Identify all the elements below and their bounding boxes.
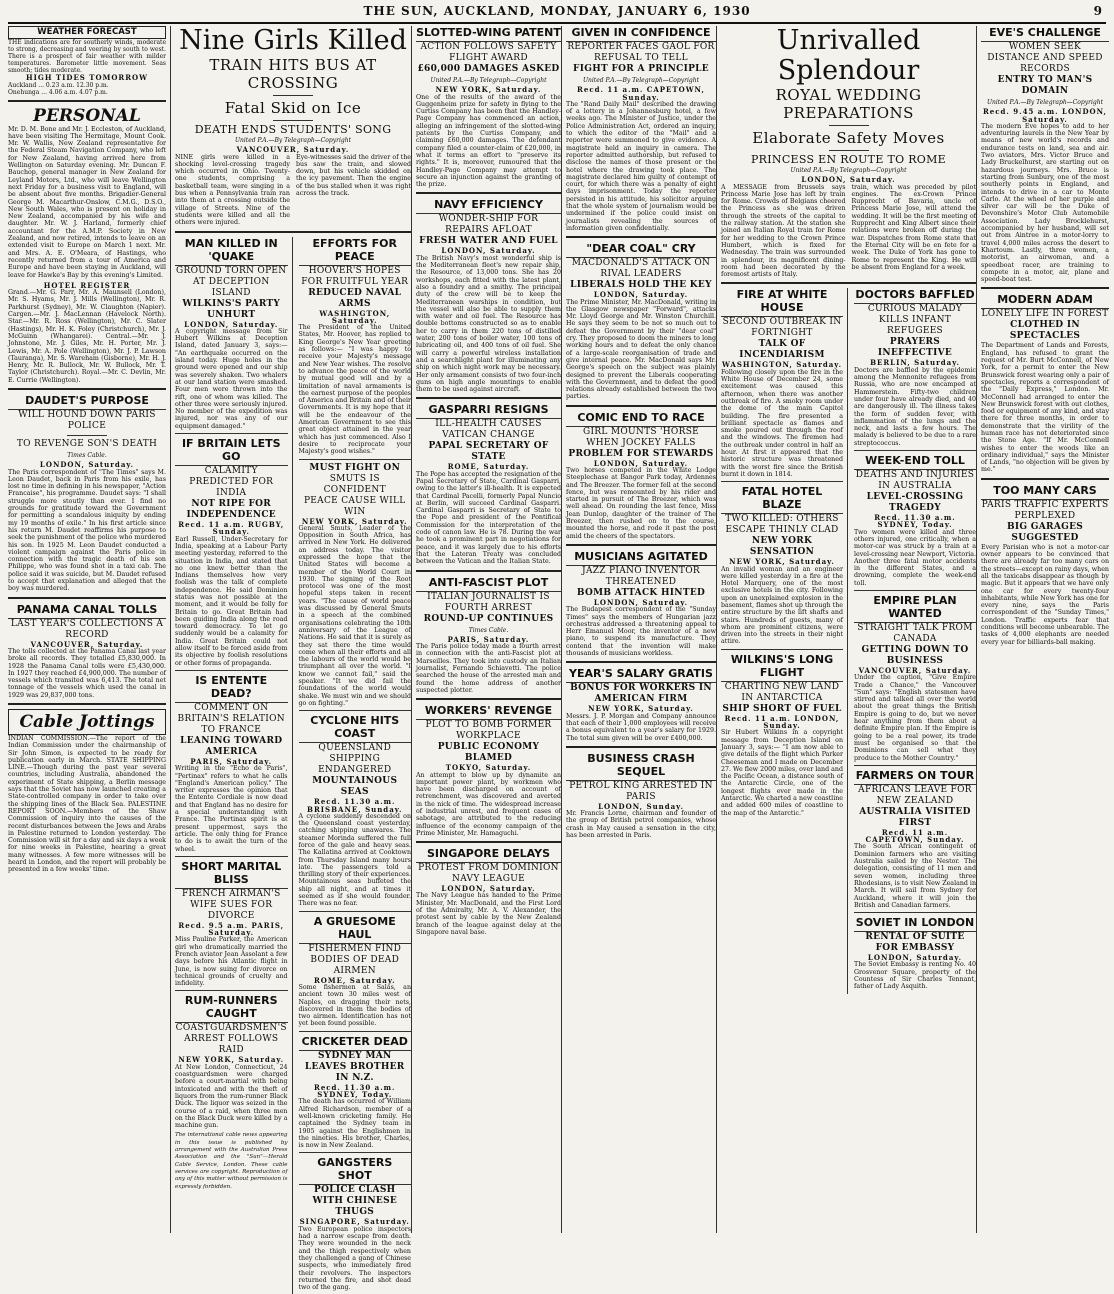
smuts-headline: MUST FIGHT ON — [309, 462, 401, 473]
lead-subhead-3: DEATH ENDS STUDENTS' SONG — [194, 123, 392, 136]
col5-right — [854, 288, 976, 993]
navy-subhead-1: WONDER-SHIP FOR REPAIRS AFLOAT — [438, 214, 539, 236]
doctors-dateline: BERLIN, Saturday. — [870, 358, 960, 368]
daudet-subhead-2: TO REVENGE SON'S DEATH — [16, 438, 158, 449]
personal-title: PERSONAL — [33, 105, 141, 126]
cricketer-headline: CRICKETER DEAD — [299, 1035, 412, 1051]
race-headline: COMIC END TO RACE — [566, 411, 716, 427]
haul-dateline: ROME, Saturday. — [313, 975, 396, 985]
farmers-dateline: Recd. 11 a.m. CAPETOWN, Sunday. — [865, 827, 965, 845]
rum-subhead: COASTGUARDSMEN'S ARREST FOLLOWS RAID — [175, 1023, 287, 1056]
lead-dateline: VANCOUVER, Saturday. — [236, 145, 350, 155]
gangsters-headline: GANGSTERS SHOT — [299, 1156, 412, 1185]
cars-subhead-2: BIG GARAGES SUGGESTED — [1006, 521, 1084, 543]
weekend-subhead-1: DEATHS AND INJURIES IN AUSTRALIA — [855, 470, 975, 492]
rum-dateline: NEW YORK, Saturday. — [178, 1055, 285, 1065]
plot-headline: ANTI-FASCIST PLOT — [416, 576, 561, 592]
lead-subhead-2: Fatal Skid on Ice — [224, 99, 362, 117]
wedding-subhead-3: PRINCESS EN ROUTE TO ROME — [750, 153, 946, 166]
gangsters-subhead: POLICE CLASH WITH CHINESE THUGS — [312, 1185, 398, 1218]
hotel-blaze-headline: FATAL HOTEL BLAZE — [721, 485, 843, 514]
weather-body: THE indications are for southerly winds, moderate to strong, decreasing and veering by south to west. There is a prospect of fair weather with milder temperatures. Barometer little movement. Seas smooth; tides moderate. — [8, 39, 166, 75]
col2-right — [299, 237, 412, 1294]
singapore-subhead: PROTEST FROM DOMINION NAVY LEAGUE — [418, 863, 559, 885]
wing-credit: United P.A.—By Telegraph—Copyright — [430, 77, 547, 84]
singapore-body: The Navy League has handed to the Prime Minister, Mr. MacDonald, and the First Lord of the Admiralty, Mr. A. V. Alexander, the protest sent by cable by the New Zealand branch of the league against delay at the Singapore naval base. — [416, 892, 561, 936]
cable-jottings-title: Cable Jottings — [8, 709, 166, 735]
wing-body: One of the results of the award of the Guggenheim prize for safety in flying to the Curtiss Company has been that the Handley-Page Company has commenced an action, alleging an infringement of the slotted-wing patents by the Curtiss Company, and claiming £60,000 damages. The defendant company filed a counter-claim of £20,000, in what it terms an effort to "preserve its rights." It is, moreover, rumoured that the Handley-Page Company may attempt to secure an injunction against the granting of the prize. — [416, 93, 561, 189]
wedding-subhead-1: ROYAL WEDDING PREPARATIONS — [775, 86, 922, 122]
fire-headline: FIRE AT WHITE HOUSE — [721, 288, 843, 317]
hotel-blaze-subhead-2: NEW YORK SENSATION — [749, 536, 815, 558]
gangsters-dateline: SINGAPORE, Saturday. — [299, 1217, 410, 1227]
cyclone-headline: CYCLONE HITS COAST — [299, 714, 412, 743]
singapore-headline: SINGAPORE DELAYS — [416, 847, 561, 863]
farmers-body: The South African contingent of Dominion farmers who are visiting Australia sailed by the Nestor. The delegation, consisting of 11 men and seven women, including three Rhodesians, is to visit New Zealand in March. It will sail from Sydney for Auckland, where it will join the British and Canadian farmers. — [854, 843, 976, 909]
gasparri-dateline: ROME, Saturday. — [447, 462, 530, 472]
fire-body: Following closely upon the fire in the White House of December 24, some excitement was caused this afternoon, when there was another outbreak of fire. A smoky room under the dome of the main Capitol building. The fire presented a brilliant spectacle as flames and smoke poured out through the roof and the windows. The firemen had the outbreak under control in half an hour. At first it appeared that the historic structure was threatened with the worst fire since the British burnt it down in 1814. — [721, 368, 843, 478]
wilkins-body: Sir Hubert Wilkins in a copyright message from Deception Island on January 3, says:— "I am now able to give details of the flight which Parker Cheeseman and I made on December 27. We flew 2000 miles, over land and the Pacific Ocean, a distance south of the Antarctic Circle, one of the longest flights ever made in the Antarctic. We charted a new coastline and added 600 miles of coastline to the map of the Antarctic." — [721, 729, 843, 817]
weekend-body: Two women were killed and three others injured, one critically, when a motor-car was struck by a train at a level-crossing near Newport, Victoria. Another three fatal motor accidents in the different States, and a drowning, complete the week-end toll. — [854, 528, 976, 587]
confidence-body: The "Rand Daily Mail" described the drawing of a lottery in a Johannesburg hotel, a few weeks ago. The Minister of Justice, under the Police Administration Act, ordered an inquiry, to which the editor of the "Mail" and a reporter were summoned to give evidence. A magistrate held an inquiry in camera. The reporter admitted authorship, but refused to disclose the names of those present or the hotel where the drawing took place. The magistrate declared him guilty of contempt of court, for which there was a penalty of eight days imprisonment. Today the reporter persisted in his attitude, his solicitor arguing that the whole system of journalism would be undermined if the police could insist on journalists revealing the sources of information given confidentially. — [566, 100, 716, 232]
soviet-subhead: RENTAL OF SUITE FOR EMBASSY — [865, 932, 965, 954]
col5-left — [721, 288, 848, 993]
plot-subhead-1: ITALIAN JOURNALIST IS FOURTH ARREST — [427, 591, 550, 613]
india-subhead-2: NOT RIPE FOR INDEPENDENCE — [186, 499, 276, 521]
bliss-dateline: Recd. 9.5 a.m. PARIS, Saturday. — [178, 920, 285, 938]
weather-title: WEATHER FORECAST — [8, 26, 166, 39]
tides-title: HIGH TIDES TOMORROW — [25, 73, 149, 83]
wedding-credit: United P.A.—By Telegraph—Copyright — [790, 167, 907, 174]
cyclone-subhead-2: MOUNTAINOUS SEAS — [312, 776, 398, 798]
eve-body: The modern Eve hopes to add to her adventuring laurels in the New Year by means of new world's records and endurance tests on land, sea and air. Two aviators, Mrs. Victor Bruce and Lady Bruckelhurst, are starting out on hazardous journeys. Mrs. Bruce is starting from Sunbury, one of the most southerly points in England, and intends to drive in a car to Monte Carlo. At the wheel of her purple and silver car will be the Duke of Devonshire's Motor Club Automobile Association. Lady Brocklehurst, accompanied by her husband, will set out from Aintree in a motor-lorry to travel 4,000 miles across the desert to Khartoum. Lastly, three women, a motorist, an airwoman, and a speedboat racer, are training to compete in a motor, air, plane and speed-boat test. — [981, 122, 1109, 284]
adam-subhead-1: LONELY LIFE IN FOREST — [981, 309, 1109, 320]
salary-subhead: BONUS FOR WORKERS IN AMERICAN FIRM — [570, 683, 712, 705]
cable-footnote: The international cable news appearing in this issue is published by arrangement with the Australian Press Association and the "Sun"—Herald Cable Service, London. These cable services are copyright. Reproduction of any of this matter without permission is expressly forbidden. — [175, 1132, 288, 1190]
sydney-body: The death has occurred of William Alfred Richardson, member of a well-known cricketing family. He captained the Sydney team in 1905 against the Englishmen in the nineties. His brother, Charles, is now in New Zealand. — [298, 1098, 411, 1150]
wedding-body-a: A MESSAGE from Brussels says Princess Marie Jose has left by train for Rome. Crowds of Belgians cheered the Princess as she was driven through the streets of the capital to the railway station. At the station she joined an Italian Royal train for Rome for her wedding to the Crown Prince Humbert, which is fixed for Wednesday. The train was surrounded in splendour, its magnificent dining-room had been decorated by the foremost artists of Italy. — [721, 183, 846, 279]
coal-dateline: LONDON, Saturday. — [593, 290, 689, 300]
musicians-headline: MUSICIANS AGITATED — [566, 550, 716, 566]
wing-subhead-1: ACTION FOLLOWS SAFETY FLIGHT AWARD — [420, 42, 557, 63]
confidence-credit: United P.A.—By Telegraph—Copyright — [582, 77, 700, 84]
fire-subhead-2: TALK OF INCENDIARISM — [739, 339, 825, 361]
empire-subhead-1: STRAIGHT TALK FROM CANADA — [857, 622, 973, 644]
singapore-dateline: LONDON, Saturday. — [441, 884, 536, 894]
lead-body-b: Eye-witnesses said the driver of the bus saw the train, and slowed down, but his vehicle skidded on the icy pavement. Then the engine of the bus stalled when it was right across the track. — [296, 153, 411, 198]
column-2 — [170, 25, 415, 1292]
plot-credit: Times Cable. — [468, 626, 509, 634]
peace-body: The President of the United States, Mr. Hoover, has replied to King George's New Year greeting as follows:— "I was happy to receive your Majesty's message and New Year wishes. The resolve to advance the peace of the world by mutual good will and by a limitation of naval armaments is the earnest purpose of the peoples of America and Britain and of their Governments. It is my hope that it will be the endeavour of the American Government to see this great object attained in the year which has just commenced. Also I desire to reciprocate your Majesty's good wishes." — [298, 324, 411, 456]
workers-subhead-2: PUBLIC ECONOMY BLAMED — [437, 742, 540, 764]
navy-body: The British Navy's most wonderful ship is the Mediterranean fleet's new repair ship, the Resource, of 13,000 tons. She has 20 workshops, each fitted with the latest plant, also a foundry and a smithy. The principal duty of the crew will be to keep the Mediterranean warships in condition, but the vessel will also be able to supply them with water and oil fuel. The Resource has double bottoms constructed so as to enable her to carry in them 220 tons of distilled water, 200 tons of boiler water, 100 tons of lubricating oil, and 400 tons of oil fuel. She will carry a powerful wireless installation and a searchlight plant for illuminating any ship on which night work may be necessary. Her only armament consists of two four-inch guns on high angle mountings to enable them to be used against aircraft. — [416, 254, 561, 394]
empire-dateline: VANCOUVER, Saturday. — [858, 665, 972, 675]
eve-subhead-1: WOMEN SEEK DISTANCE AND SPEED RECORDS — [987, 42, 1103, 74]
wilkins-dateline: Recd. 11 a.m. LONDON, Sunday. — [724, 713, 840, 731]
lead-subhead-1: TRAIN HITS BUS AT CROSSING — [209, 56, 377, 92]
cyclone-body: A cyclone suddenly descended on the Queensland coast yesterday, catching shipping unawares. The steamer Morinda suffered the full force of the gale and heavy seas. The Kallatina arrived at Cooktown from Thursday Island many hours late. The passengers told a thrilling story of their experiences. Mountainous seas buffeted the ship all night, and at times it seemed as if she would founder. There was no fear. — [298, 812, 411, 908]
entente-headline: IS ENTENTE DEAD? — [175, 674, 288, 703]
daudet-credit: Times Cable. — [67, 451, 107, 459]
navy-headline: NAVY EFFICIENCY — [416, 198, 561, 214]
farmers-headline: FARMERS ON TOUR — [854, 769, 976, 785]
doctors-subhead-2: PRAYERS INEFFECTIVE — [877, 337, 953, 359]
sydney-subhead: SYDNEY MAN LEAVES BROTHER IN N.Z. — [304, 1050, 405, 1083]
daudet-dateline: LONDON, Saturday. — [39, 460, 135, 470]
eve-credit: United P.A.—By Telegraph—Copyright — [986, 99, 1104, 106]
adam-headline: MODERN ADAM — [981, 293, 1109, 309]
weekend-subhead-2: LEVEL-CROSSING TRAGEDY — [866, 492, 964, 514]
smuts-subhead-2: PEACE CAUSE WILL WIN — [303, 495, 406, 517]
coal-subhead-1: MACDONALD'S ATTACK ON RIVAL LEADERS — [571, 258, 711, 280]
hotel-blaze-dateline: NEW YORK, Saturday. — [729, 557, 835, 567]
race-subhead-2: PROBLEM FOR STEWARDS — [568, 448, 714, 459]
wedding-body-b: train, which was preceded by pilot engines. The ex-Crown Prince Rupprecht of Bavaria, uncle of Princess Marie Jose, will attend the wedding. It will be the first meeting of Rupprecht and King Albert since their relations were broken off during the war. Dispatches from Rome state that the Eternal City will be en fete for a week. The Duke of York has gone to Rome to represent the King. He will be absent from England for a week. — [851, 183, 976, 271]
hotel-blaze-body: An invalid woman and an engineer were killed yesterday in a fire at the Hotel Marquery, one of the most exclusive hotels in the city. Following upon an unexplained explosion in the basement, flames shot up through the entire structure by the lift shafts and stairs. Hundreds of guests, many of whom are prominent citizens, were driven into the streets in their night attire. — [721, 565, 843, 646]
panama-dateline: VANCOUVER, Saturday. — [30, 639, 144, 649]
column-6 — [976, 26, 1109, 1233]
doctors-subhead-1: CURIOUS MALADY KILLS INFANT REFUGEES — [867, 304, 963, 337]
workers-dateline: TOKYO, Saturday. — [445, 763, 532, 773]
soviet-body: The Soviet Embassy is renting No. 40 Grosvenor Square, property of the Countess of Sir Charles Tennant, father of Lady Asquith. — [854, 961, 976, 991]
salary-body: Messrs. J. P. Morgan and Company announce that each of their 1,000 employees will receive a bonus equivalent to a year's salary for 1929. The total sum given will be over £400,000. — [566, 712, 716, 742]
adam-body: The Department of Lands and Forests, England, has refused to grant the request of Mr. Burt McConnell, of New York, for a permit to enter the New Brunswick forest wearing only a pair of spectacles, reports a correspondent of the "Daily Express," London. Mr. McConnell had arranged to enter the New Brunswick forest with out clothes, food or equipment of any kind, and stay there for three months, in order to demonstrate that the virility of the human race has not deteriorated since the Stone Age. "If Mr. McConnell wishes to enter the woods like an ordinary individual," says the Minister of Lands, "no objection will be given by me." — [981, 342, 1109, 474]
bliss-subhead: FRENCH AIRMAN'S WIFE SUES FOR DIVORCE — [181, 888, 281, 921]
wing-headline: SLOTTED-WING PATENT — [416, 26, 561, 42]
rum-headline: RUM-RUNNERS CAUGHT — [175, 994, 288, 1023]
wilkins-subhead-2: SHIP SHORT OF FUEL — [722, 703, 842, 714]
smuts-dateline: NEW YORK, Saturday. — [301, 516, 408, 526]
gasparri-subhead-2: PAPAL SECRETARY OF STATE — [428, 441, 549, 463]
daudet-headline: DAUDET'S PURPOSE — [8, 394, 166, 410]
salary-headline: YEAR'S SALARY GRATIS — [566, 667, 716, 683]
workers-headline: WORKERS' REVENGE — [416, 704, 561, 720]
salary-dateline: NEW YORK, Saturday. — [588, 704, 694, 714]
doctors-body: Doctors are baffled by the epidemic among the Mennonite refugees from Russia, who are now encamped at Hammerstein. Fifty-two children under four have already died, and 40 are dangerously ill. The illness takes the form of sudden fever, with inflammation of the lungs and the neck, and lasts a few hours. The malady is believed to be due to a rare streptococcus. — [854, 366, 976, 447]
eve-dateline: Recd. 9.45 a.m. LONDON, Saturday. — [982, 107, 1107, 124]
cars-subhead-1: PARIS TRAFFIC EXPERTS PERPLEXED — [981, 499, 1109, 521]
entente-dateline: PARIS, Saturday. — [190, 756, 273, 766]
gangsters-body: Two European police inspectors had a narrow escape from death. They were wounded in the neck and the thigh respectively when they challenged a gang of Chinese suspects, who immediately fired their revolvers. The inspectors returned the fire, and shot dead two of the gang. — [298, 1225, 411, 1292]
farmers-subhead-2: AUSTRALIA VISITED FIRST — [859, 806, 971, 828]
empire-headline: EMPIRE PLAN WANTED — [854, 594, 976, 623]
empire-subhead-2: GETTING DOWN TO BUSINESS — [861, 644, 969, 666]
india-headline: IF BRITAIN LETS GO — [175, 437, 288, 466]
wing-dateline: NEW YORK, Saturday. — [435, 85, 542, 95]
fire-dateline: WASHINGTON, Saturday. — [721, 360, 843, 370]
musicians-subhead-1: JAZZ PIANO INVENTOR THREATENED — [582, 565, 700, 587]
hotel-register-body: Grand.—Mr. G. Parr, Mr. A. Maunsell (London), Mr. S. Hyams, Mr. J. Mills (Wellington), Mr. R. Parkhurst (Sydney), Mr. W. Claughton (Napier). Cargen.—Mr. J. MacLennan (Havelock North). Star.—Mr. R. Ross (Wellington), Mr. C. Slater (Hastings), Mr. H. K. Foley (Christchurch), Mr. J. McGuinn (Whangarei). Central.—Mr. J. Johnstone, Mr. J. Giles, Mr. H. Porter, Mr. J. Lewis, Mr. A. Pole (Wellington), Mr. J. P. Lawson (Tauranga), Mr. S. Wareham (Gisborne), Mr. H. J. Henry, Mr. R. Bullock, Mr. W. Bullock, Mr. T. Taylor (Christchurch). Royal.—Mr. C. Devlin, Mr. E. Currie (Wellington). — [8, 289, 166, 384]
india-subhead-1: CALAMITY PREDICTED FOR INDIA — [189, 466, 274, 499]
sydney-dateline: Recd. 11.30 a.m. SYDNEY, Today. — [314, 1082, 396, 1100]
workers-subhead-1: PLOT TO BOMB FORMER WORKPLACE — [425, 720, 552, 742]
quake-subhead-1: GROUND TORN OPEN AT DECEPTION ISLAND — [176, 265, 287, 298]
race-subhead-1: GIRL MOUNTS 'HORSE WHEN JOCKEY FALLS — [582, 426, 700, 448]
quake-dateline: LONDON, Saturday. — [184, 319, 279, 329]
weekend-dateline: Recd. 11.30 a.m. SYDNEY, Today. — [874, 513, 956, 530]
weekend-headline: WEEK-END TOLL — [854, 454, 976, 470]
panama-subhead: LAST YEAR'S COLLECTIONS A RECORD — [10, 618, 164, 640]
peace-subhead-2: REDUCED NAVAL ARMS — [308, 287, 402, 309]
daudet-subhead-1: WILL HOUND DOWN PARIS POLICE — [18, 409, 156, 431]
doctors-headline: DOCTORS BAFFLED — [854, 288, 976, 304]
smuts-body: General Smuts, Leader of the Opposition in South Africa, has arrived in New York. He delivered an address today. The visitor expressed the hope that the United States will become a member of the World Court in 1930. The signing of the Root protocol was one of the most hopeful steps taken in recent years. "The cause of world peace was discussed by General Smuts in a speech at the combined organisations celebrating the 10th anniversary of the League of Nations. He said that it is surely as they sat there the time would come when all their efforts and all the labours of the world would be triumphant all over the world. "I know we cannot fail," said the speaker. "It we did fail the foundations of the world would shake. We must win and we should go on fighting." — [298, 524, 411, 707]
plot-subhead-2: ROUND-UP CONTINUES — [423, 613, 554, 624]
quake-headline: MAN KILLED IN 'QUAKE — [175, 237, 288, 266]
confidence-subhead-1: REPORTER FACES GAOL FOR REFUSAL TO TELL — [567, 42, 715, 63]
panama-body: The tolls collected at the Panama Canal last year broke all records. They totalled £5,830,000. In 1928 the Panama Canal tolls were £5,430,000. In 1927 they reached £4,900,000. The number of vessels which transited was 6,413. The total net tonnage of the vessels which used the canal in 1929 was 29,837,000 tons. — [8, 647, 166, 699]
masthead — [8, 4, 1106, 24]
lead-headline: Nine Girls Killed — [179, 25, 407, 56]
wedding-headline: Unrivalled Splendour — [776, 25, 921, 86]
wilkins-headline: WILKINS'S LONG FLIGHT — [721, 653, 843, 682]
india-dateline: Recd. 11 a.m. RUGBY, Sunday. — [178, 520, 285, 537]
tides-auckland: Auckland ... 0.23 a.m. 12.30 p.m. — [8, 81, 109, 89]
india-body: Earl Russell, Under-Secretary for India, speaking at a Labour Party meeting yesterday, referred to the situation in India, and stated that no one knew better than the Indians themselves how very foolish was the talk of complete independence. He said Dominion status was not possible at the moment, and it would be folly for Britain to go. Great Britain had been guiding India along the road toward democracy. To let go suddenly would be a calamity for India. Great Britain could not allow itself to be forced aside from its objective by foolish resolutions or other forms of propaganda. — [175, 535, 288, 667]
race-dateline: LONDON, Saturday. — [593, 458, 689, 468]
gasparri-headline: GASPARRI RESIGNS — [416, 403, 561, 419]
navy-dateline: LONDON, Saturday. — [441, 246, 536, 256]
workers-body: An attempt to blow up by dynamite an important power plant, by workmen who have been discharged on account of retrenchment, was discovered and averted in the nick of time. The widespread increase of industrial unrest, and frequent cases of sabotage, are attributed to the reducing influence of the economy campaign of the Prime Minister, Mr. Hamaguchi. — [416, 771, 561, 837]
gasparri-body: The Pope has accepted the resignation of the Papal Secretary of State, Cardinal Gasparri, owing to the latter's ill-health. It is expected that Cardinal Pacelli, formerly Papal Nuncio at Berlin, will succeed Cardinal Gasparri. Cardinal Gasparri is Secretary of State to the Pope and president of the Pontifical Commission for the interpretation of the code of canon law. He is 78. During the war he took a prominent part in negotiations for peace, and it was largely due to his efforts that the Lateran Treaty was concluded between the Vatican and the Italian State. — [416, 470, 561, 566]
empire-body: Under the caption, "Give Empire Trade a Chance," the Vancouver "Sun" says: "English statesmen have stirred and talked all over the world about the great things the British Empire is going to do, but we never hear anything from them about a definite Empire plan. If the Empire is going to be a real power, its trade must be organised so that the Dominions can sell what they produce to the Mother Country." — [854, 674, 976, 762]
daudet-body: The Paris correspondent of "The Times" says M. Leon Daudet, back in Paris from his exile, has lost no time in defining in his newspaper, "Action Francaise", his programme. Daudet says: "I shall struggle more stoutly than ever. I find no grounds for gratitude toward the Government for permitting a scandalous iniquity by ending my 19 months of exile." In his first article since his return M. Daudet reaffirms his purpose to seek the punishment of the police who murdered his son. In 1925 M. Leon Daudet conducted a violent campaign against the Paris police in connection with the tragic death of his son Philippe, who was found shot in a taxi cab. The police said it was suicide, but M. Daudet refused to accept that explanation and alleged that the boy was murdered. — [8, 468, 166, 593]
plot-body: The Paris police today made a fourth arrest in connection with the anti-Fascist plot at Marseilles. They took into custody an Italian journalist, Fernando Schiavetti. The police searched the house of the arrested man and found the home address of another suspected plotter. — [416, 643, 561, 694]
cars-body: Every Parisian who is not a motor-car owner appears to be convinced that there are already far too many cars on the streets—except on rainy days, when all the taxicabs disappear as though by magic. But it appears that we have only one car for every twenty-four inhabitants, while New York has one for every nine, says the Paris correspondent of the "Sunday Times," London. Traffic experts fear that conditions will become unbearable. The tasks of 4,000 elephants are needed every year for billiards-ball making. — [981, 543, 1109, 646]
column-5 — [716, 26, 980, 1233]
entente-body: Writing in the "Echo de Paris", "Pertinax" refers to what he calls "England's American policy." The writer expresses the opinion that the Entente Cordiale is now dead and that England has no desire for a special understanding with France. The Pertinax spirit is at present uppermost, says the article. The only thing for France to do is to await the turn of the wheel. — [175, 765, 288, 853]
cyclone-subhead-1: QUEENSLAND SHIPPING ENDANGERED — [318, 743, 392, 776]
coal-subhead-2: LIBERALS HOLD THE KEY — [570, 280, 712, 291]
gasparri-subhead-1: ILL-HEALTH CAUSES VATICAN CHANGE — [435, 419, 542, 441]
quake-subhead-2: WILKINS'S PARTY UNHURT — [182, 298, 281, 320]
confidence-dateline: Recd. 11 a.m. CAPETOWN, Sunday. — [577, 85, 705, 102]
eve-subhead-2: ENTRY TO MAN'S DOMAIN — [997, 75, 1093, 96]
confidence-headline: GIVEN IN CONFIDENCE — [566, 26, 716, 42]
fire-subhead-1: SECOND OUTBREAK IN FORTNIGHT — [722, 317, 842, 339]
confidence-subhead-2: FIGHT FOR A PRINCIPLE — [573, 64, 709, 74]
wedding-subhead-2: Elaborate Safety Moves — [752, 129, 945, 147]
quake-body: A copyright message from Sir Hubert Wilkins at Deception Island, dated January 3, says:— "An earthquake occurred on the island today. Huge holes in the ground were opened and our ship was severely shaken. Two whalers at our land station were smashed. Four men were thrown into the rift, one of whom was killed. The other three were seriously injured. No member of the expedition was injured, nor was any of our equipment damaged." — [175, 327, 288, 430]
musicians-subhead-2: BOMB ATTACK HINTED — [576, 587, 706, 598]
soviet-dateline: LONDON, Saturday. — [867, 953, 963, 963]
hotel-register-title: HOTEL REGISTER — [43, 280, 131, 290]
bliss-body: Miss Pauline Parker, the American girl who dramatically married the French aviator Jean Assolant a few days before his Atlantic flight in June, is now suing for divorce on technical grounds of cruelty and infidelity. — [175, 936, 288, 988]
col2-left — [175, 237, 293, 1294]
haul-body: Some fishermen at Salas, an ancient town 30 miles west of Naples, on dragging their nets, discovered in them the bodies of two airmen. Identification has not yet been found possible. — [298, 983, 411, 1028]
haul-subhead: FISHERMEN FIND BODIES OF DEAD AIRMEN — [308, 943, 402, 976]
sequel-dateline: LONDON, Sunday. — [598, 801, 684, 811]
eve-headline: EVE'S CHALLENGE — [981, 26, 1109, 42]
panama-headline: PANAMA CANAL TOLLS — [8, 603, 166, 619]
entente-subhead-2: LEANING TOWARD AMERICA — [180, 735, 283, 757]
bliss-headline: SHORT MARITAL BLISS — [175, 860, 288, 889]
farmers-subhead-1: AFRICANS LEAVE FOR NEW ZEALAND — [858, 784, 972, 806]
hotel-blaze-subhead-1: TWO KILLED: OTHERS ESCAPE THINLY CLAD — [725, 514, 839, 536]
lead-credit: United P.A.—By Telegraph—Copyright — [234, 137, 352, 144]
rum-body: At New London, Connecticut, 24 coastguardsmen were charged before a court-martial with being intoxicated and with the theft of liquors from the rum-runner Black Duck. The liquor was seized in the course of a raid, when three men on the Black Duck were killed by a machine gun. — [175, 1063, 288, 1130]
cyclone-dateline: Recd. 11.30 a.m. BRISBANE, Sunday. — [307, 797, 403, 814]
musicians-body: The Budapest correspondent of the "Sunday Times" says the members of Hungarian jazz orchestras addressed a threatening appeal to Herr Emanuel Moor, the inventor of a new piano, to suspend its manufacture. They contend that the invention will make thousands of musicians workless. — [566, 606, 716, 658]
coal-headline: "DEAR COAL" CRY — [566, 242, 716, 258]
wilkins-subhead-1: CHARTING NEW LAND IN ANTARCTICA — [724, 681, 840, 703]
plot-dateline: PARIS, Saturday. — [447, 634, 530, 644]
smuts-subhead-1: SMUTS IS CONFIDENT — [323, 473, 386, 495]
navy-subhead-2: FRESH WATER AND FUEL — [419, 236, 558, 247]
wedding-dateline: LONDON, Saturday. — [801, 175, 896, 185]
cable-jottings-body: INDIAN COMMISSION.—The report of the Indian Commission under the chairmanship of Sir John Simon, is expected to be ready for publication early in March. STATE SHIPPING LINE.—Though during the past year several countries, including Australia, abandoned the experiment of State shipping, a Berlin message says that the Soviet has now launched creating a State-controlled company in order to take over the shipping lines of the Black Sea. PALESTINE REPORT SOON.—Members of the Shaw Commission of inquiry into the causes of the recent disturbances between the Jews and Arabs in Palestine returned to London yesterday. The Commission will sit for a day and six days a week for nine weeks in Palestine, hearing a great many witnesses. A few more witnesses will be heard in London, and the report will probably be presented in a few weeks' time. — [8, 735, 166, 874]
musicians-dateline: LONDON, Saturday. — [593, 597, 689, 607]
sequel-body: Mr. Francis Lorne, chairman and founder of the group of British petrol companies, whose crash in May caused a sensation in the city, has been arrested in Paris. — [566, 810, 716, 839]
column-3 — [411, 26, 565, 1233]
wing-subhead-2: £60,000 DAMAGES ASKED — [417, 64, 560, 74]
peace-dateline: WASHINGTON, Saturday. — [319, 308, 391, 325]
cars-headline: TOO MANY CARS — [981, 484, 1109, 500]
race-body: Two horses competed in the White Lodge Steeplechase at Bangor Park today, Ardennes and The Breezer. The former fell at the second fence, but was remounted by his rider and started in pursuit of The Breezer, which was well ahead. On rounding the last fence, Miss Jean Dunlop, daughter of the trainer of The Breezer, then rushed on to the course, mounted the horse, and rode it past the post amid the cheers of the spectators. — [566, 466, 716, 540]
soviet-headline: SOVIET IN LONDON — [854, 916, 976, 932]
coal-body: The Prime Minister, Mr. MacDonald, writing in the Glasgow newspaper "Forward", attacks Mr. Lloyd George and Mr. Winston Churchill. He says they seem to be not so much out to defeat the Government by their "dear coal" cry. They proposed to doom the miners to long working hours and to defeat the only chance of a large-scale reorganisation of trade and give internal peace. Mr. MacDonald says Mr. George's speech on the subject was plainly designed to prevent the Liberals cooperating with the Government, and to defeat the good relations already established between the two parties. — [566, 298, 716, 401]
page-number: 9 — [1093, 4, 1102, 18]
haul-headline: A GRUESOME HAUL — [299, 915, 412, 944]
sequel-headline: BUSINESS CRASH SEQUEL — [566, 752, 716, 781]
lead-body-a: NINE girls were killed in a shocking level-crossing tragedy which occurred in Ohio. Twenty-one students, comprising a basketball team, were singing in a bus when a Pennsylvania train ran into them at a crossing outside the village of Streets. Nine of the students were killed and all the others were injured. — [175, 153, 290, 227]
column-1 — [8, 26, 170, 1233]
adam-subhead-2: CLOTHED IN SPECTACLES — [1009, 320, 1081, 342]
peace-subhead-1: HOOVER'S HOPES FOR FRUITFUL YEAR — [301, 265, 409, 287]
personal-body: Mr. D. M. Bone and Mr. J. Eccleston, of Auckland, have been visiting The Hermitage, Mount Cook. Mr. W. Wallis, New Zealand representative for the Federal Steam Navigation Company, who left for New Zealand, having arrived here from Wellington on Saturday evening. Mr. Duncan F. Bauchop, general manager in New Zealand for Leyland Motors, Ltd., who will leave Wellington next Friday for a business visit to England, will be absent about five months. Brigadier-General George M. Macarthur-Onslow, C.M.G., D.S.O., New South Wales, who is present on holiday in New Zealand, accompanied by his wife and daughter. Mr. W. J. Harland, formerly chief accountant for the A.M.P. Society in New Zealand, and now retired, intends to leave on an extended visit to Europe on March 1 next. Mr. and Mrs. A. E. O'Meara, of Hastings, who recently returned from a tour of America and Europe and have been staying in Auckland, will leave for Hawke's Bay by this evening's Limited. — [8, 125, 166, 279]
sequel-subhead: PETROL KING ARRESTED IN PARIS — [569, 780, 713, 802]
masthead-title: THE SUN, AUCKLAND, MONDAY, JANUARY 6, 1930 — [363, 4, 751, 18]
column-4 — [561, 26, 720, 1233]
entente-subhead-1: COMMENT ON BRITAIN'S RELATION TO FRANCE — [177, 702, 285, 735]
tides-onehunga: Onehunga ... 4.06 a.m. 4.07 p.m. — [8, 88, 108, 96]
peace-headline: EFFORTS FOR PEACE — [299, 237, 412, 266]
